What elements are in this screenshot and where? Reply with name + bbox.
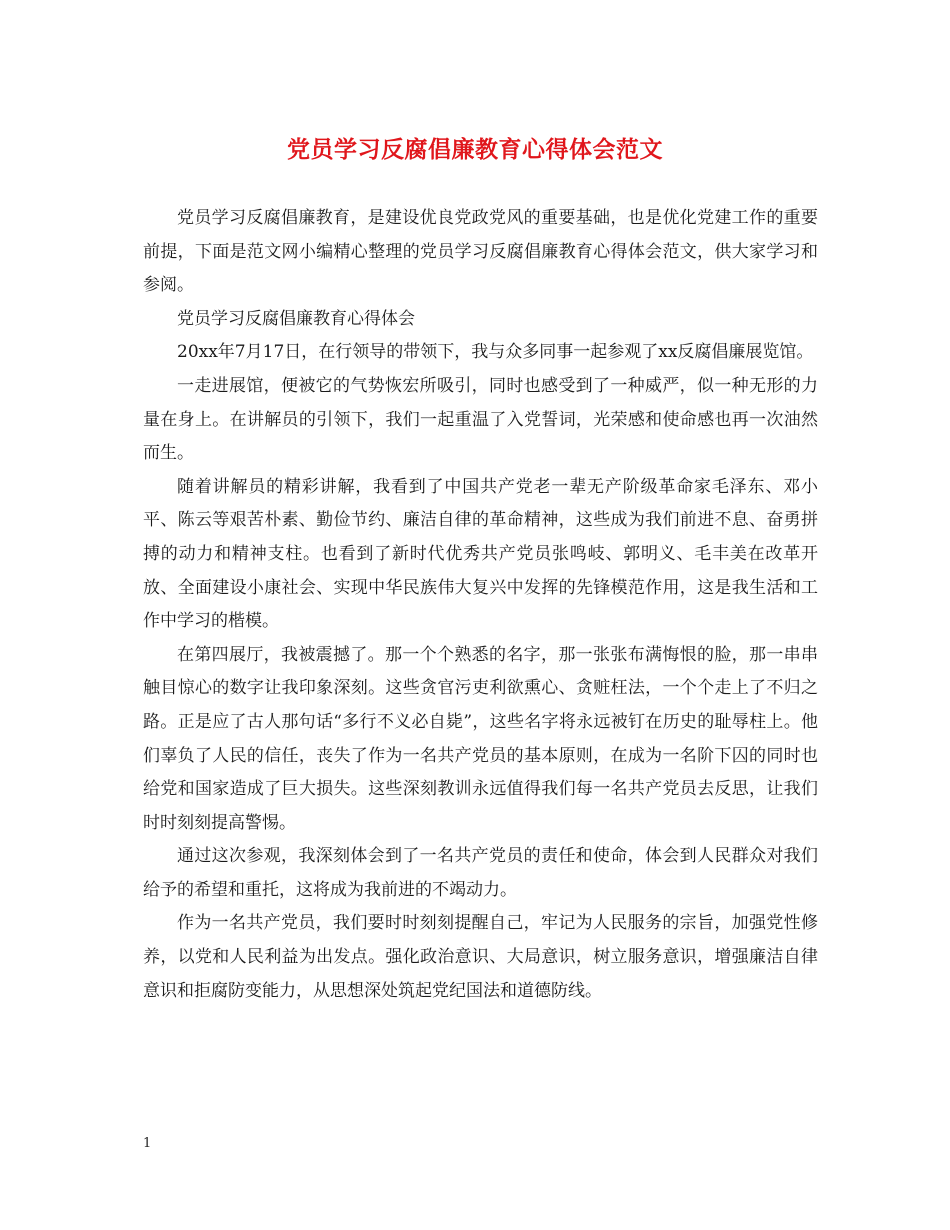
paragraph-intro: 党员学习反腐倡廉教育，是建设优良党政党风的重要基础，也是优化党建工作的重要前提，下面是范文网小编精心整理的党员学习反腐倡廉教育心得体会范文，供大家学习和参阅。 — [143, 208, 818, 296]
document-title: 党员学习反腐倡廉教育心得体会范文 — [287, 136, 663, 163]
paragraph-fourth-hall: 在第四展厅，我被震撼了。那一个个熟悉的名字，那一张张布满悔恨的脸，那一串串触目惊心的数字让我印象深刻。这些贪官污吏利欲熏心、贪赃枉法，一个个走上了不归之路。正是应了古人那句话“多行不义必自毙”，这些名字将永远被钉在历史的耻辱柱上。他们辜负了人民的信任，丧失了作为一名共产党员的基本原则，在成为一名阶下囚的同时也给党和国家造成了巨大损失。这些深刻教训永远值得我们每一名共产党员去反思，让我们时时刻刻提高警惕。 — [143, 644, 818, 833]
paragraph-subheading: 党员学习反腐倡廉教育心得体会 — [177, 308, 415, 329]
paragraph-reflection: 通过这次参观，我深刻体会到了一名共产党员的责任和使命，体会到人民群众对我们给予的希望和重托，这将成为我前进的不竭动力。 — [143, 846, 818, 900]
paragraph-commitment: 作为一名共产党员，我们要时时刻刻提醒自己，牢记为人民服务的宗旨，加强党性修养，以党和人民利益为出发点。强化政治意识、大局意识，树立服务意识，增强廉洁自律意识和拒腐防变能力，从思想深处筑起党纪国法和道德防线。 — [143, 913, 818, 1001]
paragraph-entering-hall: 一走进展馆，便被它的气势恢宏所吸引，同时也感受到了一种威严，似一种无形的力量在身上。在讲解员的引领下，我们一起重温了入党誓词，光荣感和使命感也再一次油然而生。 — [143, 375, 818, 464]
paragraph-revolutionary-spirit: 随着讲解员的精彩讲解，我看到了中国共产党老一辈无产阶级革命家毛泽东、邓小平、陈云等艰苦朴素、勤俭节约、廉洁自律的革命精神，这些成为我们前进不息、奋勇拼搏的动力和精神支柱。也看到了新时代优秀共产党员张鸣岐、郭明义、毛丰美在改革开放、全面建设小康社会、实现中华民族伟大复兴中发挥的先锋模范作用，这是我生活和工作中学习的楷模。 — [143, 476, 818, 632]
page-number: 1 — [143, 1136, 152, 1151]
document-body — [143, 202, 818, 1008]
paragraph-visit-date: 20xx年7月17日，在行领导的带领下，我与众多同事一起参观了xx反腐倡廉展览馆。 — [177, 342, 814, 363]
